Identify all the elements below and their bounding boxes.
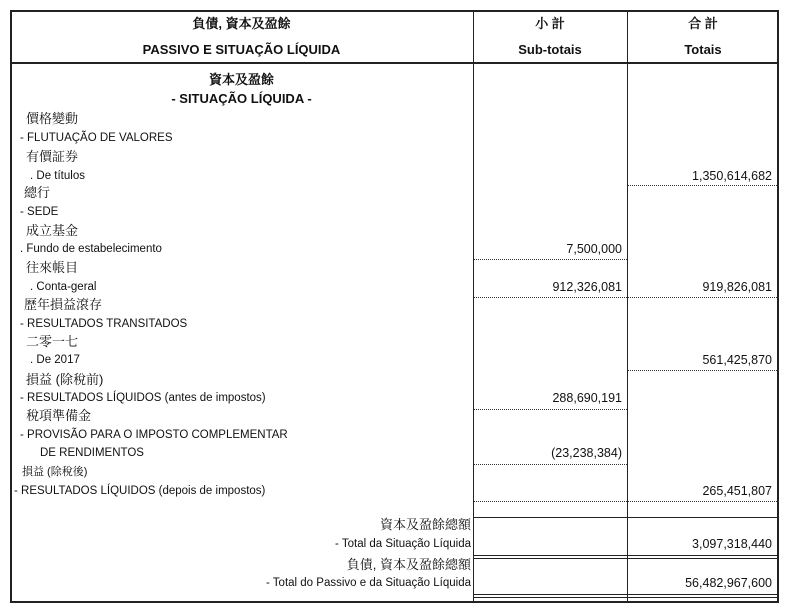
dotted-rule — [474, 464, 627, 465]
section-title-zh: 資本及盈餘 — [208, 72, 274, 87]
row-label: - FLUTUAÇÃO DE VALORES — [20, 132, 173, 144]
total-value: 1,350,614,682 — [692, 169, 772, 183]
dotted-rule — [474, 409, 627, 410]
dotted-rule — [474, 297, 627, 298]
row-label: . Conta-geral — [30, 281, 97, 293]
row-label: 總行 — [24, 185, 51, 200]
total-label-zh: 資本及盈餘總額 — [379, 517, 471, 532]
subtotal-value: 7,500,000 — [566, 242, 622, 256]
subtotal-value: 288,690,191 — [552, 391, 622, 405]
header-col1-pt: PASSIVO E SITUAÇÃO LÍQUIDA — [142, 42, 341, 57]
double-rule — [473, 594, 779, 598]
section-title-pt: - SITUAÇÃO LÍQUIDA - — [171, 91, 312, 106]
column-divider — [627, 10, 628, 603]
row-label: 稅項準備金 — [26, 408, 92, 423]
dotted-rule — [628, 370, 779, 371]
row-label: 損益 (除稅前) — [26, 372, 104, 387]
header-col3-zh: 合 計 — [688, 16, 718, 31]
rule — [473, 517, 779, 518]
total-value: 3,097,318,440 — [692, 537, 772, 551]
header-col1-zh: 負債, 資本及盈餘 — [192, 16, 291, 31]
row-label: - PROVISÃO PARA O IMPOSTO COMPLEMENTAR — [20, 429, 288, 441]
row-label: . Fundo de estabelecimento — [20, 243, 162, 255]
row-label: - RESULTADOS TRANSITADOS — [20, 318, 188, 330]
subtotal-value: (23,238,384) — [551, 446, 622, 460]
header-divider — [10, 62, 779, 64]
grand-total-label-pt: - Total do Passivo e da Situação Líquida — [265, 577, 471, 589]
row-label: 損益 (除稅後) — [22, 466, 88, 478]
double-rule — [473, 555, 779, 559]
row-label: - SEDE — [20, 206, 59, 218]
row-label: 成立基金 — [26, 223, 79, 238]
row-label: 價格變動 — [26, 111, 79, 126]
row-label: 有價証券 — [26, 149, 79, 164]
total-value: 561,425,870 — [702, 353, 772, 367]
dotted-rule — [628, 501, 779, 502]
row-label: 往來帳目 — [26, 260, 79, 275]
row-label: - RESULTADOS LÍQUIDOS (antes de impostos) — [20, 392, 266, 404]
dotted-rule — [474, 501, 627, 502]
total-value: 265,451,807 — [702, 484, 772, 498]
header-col3-pt: Totais — [684, 42, 722, 57]
total-value: 919,826,081 — [702, 280, 772, 294]
grand-total-label-zh: 負債, 資本及盈餘總額 — [346, 557, 471, 572]
header-col2-zh: 小 計 — [535, 16, 565, 31]
column-divider — [473, 10, 474, 603]
grand-total-value: 56,482,967,600 — [685, 576, 772, 590]
row-label: . De 2017 — [30, 354, 80, 366]
dotted-rule — [628, 297, 779, 298]
dotted-rule — [474, 259, 627, 260]
header-col2-pt: Sub-totais — [518, 42, 582, 57]
row-label: - RESULTADOS LÍQUIDOS (depois de impostos) — [14, 485, 266, 497]
row-label: 歷年損益滾存 — [24, 297, 103, 312]
subtotal-value: 912,326,081 — [552, 280, 622, 294]
total-label-pt: - Total da Situação Líquida — [335, 538, 471, 550]
row-label: DE RENDIMENTOS — [40, 447, 144, 459]
row-label: . De títulos — [30, 170, 85, 182]
row-label: 二零一七 — [26, 334, 79, 349]
dotted-rule — [628, 185, 779, 186]
